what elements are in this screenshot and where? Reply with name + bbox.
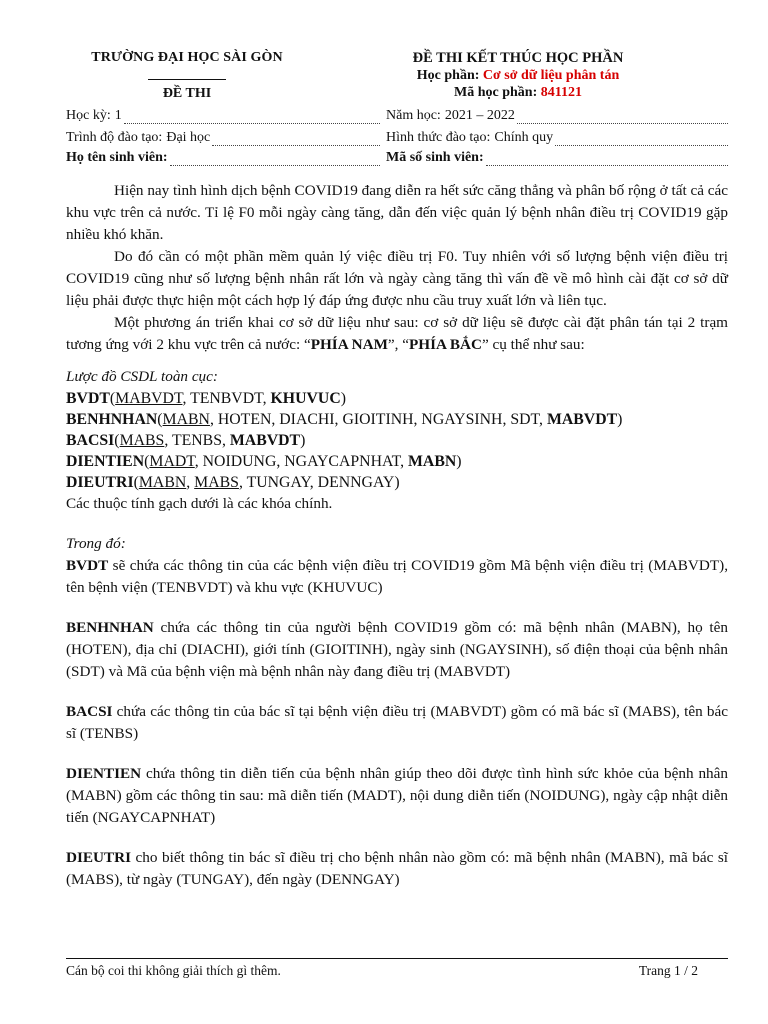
exam-title: ĐỀ THI KẾT THÚC HỌC PHẦN — [412, 50, 624, 66]
semester-field — [66, 108, 380, 124]
footer-rule — [66, 958, 728, 959]
student-id-field[interactable] — [386, 150, 728, 166]
page-number: Trang 1 / 2 — [638, 963, 698, 978]
exam-body — [66, 180, 728, 891]
schema-bacsi: BACSI(MABS, TENBS, MABVDT) — [66, 432, 306, 449]
schema-bvdt: BVDT(MABVDT, TENBVDT, KHUVUC) — [66, 390, 346, 407]
region-south: PHÍA NAM — [310, 336, 388, 353]
intro-paragraph-1: Hiện nay tình hình dịch bệnh COVID19 đang diễn ra hết sức căng thẳng và phân bố rộng ở tất cả các khu vực trên cả nước. Tỉ lệ F0 mỗi ngày càng tăng, dẫn đến việc quản lý bệnh nhân điều trị COVID19 gặp nhiều khó khăn. — [66, 182, 728, 243]
level-field — [66, 130, 380, 146]
course-code-label: Mã học phần: — [454, 85, 538, 100]
semester-dots — [124, 111, 380, 124]
year-label: Năm học: — [386, 108, 441, 123]
school-name: TRƯỜNG ĐẠI HỌC SÀI GÒN — [91, 50, 283, 65]
school-underline — [148, 79, 226, 80]
schema-note: Các thuộc tính gạch dưới là các khóa chính. — [66, 495, 333, 512]
mode-dots — [555, 133, 728, 146]
header-right — [382, 50, 654, 101]
schema-list — [66, 388, 728, 493]
course-code-value: 841121 — [540, 85, 582, 100]
footer-note: Cán bộ coi thi không giải thích gì thêm. — [66, 963, 281, 978]
semester-value: 1 — [114, 108, 122, 123]
course-code-line — [382, 84, 654, 101]
semester-label: Học kỳ: — [66, 108, 111, 123]
mode-value: Chính quy — [494, 130, 554, 145]
schema-dientien: DIENTIEN(MADT, NOIDUNG, NGAYCAPNHAT, MABN) — [66, 453, 462, 470]
schema-benhnhan: BENHNHAN(MABN, HOTEN, DIACHI, GIOITINH, NGAYSINH, SDT, MABVDT) — [66, 411, 623, 428]
desc-dieutri: DIEUTRI cho biết thông tin bác sĩ điều trị cho bệnh nhân nào gồm có: mã bệnh nhân (MABN), mã bác sĩ (MABS), từ ngày (TUNGAY), đến ngày (DENNGAY) — [66, 849, 728, 888]
header-left — [72, 50, 302, 102]
course-label: Học phần: — [416, 68, 480, 83]
mode-field — [386, 130, 728, 146]
description-heading: Trong đó: — [66, 535, 126, 552]
schema-heading: Lược đồ CSDL toàn cục: — [66, 368, 218, 385]
intro-paragraph-3: Một phương án triển khai cơ sở dữ liệu như sau: cơ sở dữ liệu sẽ được cài đặt phân tán tại 2 trạm tương ứng với 2 khu vực trên cả nước: “PHÍA NAM”, “PHÍA BẮC” cụ thể như sau: — [66, 314, 728, 353]
exam-kind: ĐỀ THI — [162, 86, 212, 101]
desc-bacsi: BACSI chứa các thông tin của bác sĩ tại bệnh viện điều trị (MABVDT) gồm có mã bác sĩ (MABS), tên bác sĩ (TENBS) — [66, 703, 728, 742]
desc-dientien: DIENTIEN chứa thông tin diễn tiến của bệnh nhân giúp theo dõi được tình hình sức khỏe của bệnh nhân (MABN) gồm các thông tin sau: mã diễn tiến (MADT), nội dung diễn tiến (NOIDUNG), ngày cập nhật diễn tiến (NGAYCAPNHAT) — [66, 765, 728, 826]
info-row-student — [66, 150, 728, 168]
student-name-label: Họ tên sinh viên: — [66, 150, 168, 165]
student-id-dots[interactable] — [486, 153, 728, 166]
year-field — [386, 108, 728, 124]
student-name-field[interactable] — [66, 150, 380, 166]
level-value: Đại học — [166, 130, 211, 145]
mode-label: Hình thức đào tạo: — [386, 130, 491, 145]
level-label: Trình độ đào tạo: — [66, 130, 163, 145]
desc-bvdt: BVDT sẽ chứa các thông tin của các bệnh viện điều trị COVID19 gồm Mã bệnh viện điều trị (MABVDT), tên bệnh viện (TENBVDT) và khu vực (KHUVUC) — [66, 557, 728, 596]
level-dots — [212, 133, 380, 146]
intro-paragraph-2: Do đó cần có một phần mềm quản lý việc điều trị F0. Tuy nhiên với số lượng bệnh viện điều trị COVID19 cũng như số lượng bệnh nhân rất lớn và ngày càng tăng thì vấn đề về mô hình cài đặt cơ sở dữ liệu phải được thực hiện một cách hợp lý đáp ứng được nhu cầu truy xuất lớn và liên tục. — [66, 248, 728, 309]
desc-benhnhan: BENHNHAN chứa các thông tin của người bệnh COVID19 gồm có: mã bệnh nhân (MABN), họ tên (HOTEN), địa chỉ (DIACHI), giới tính (GIOITINH), ngày sinh (NGAYSINH), số điện thoại của bệnh nhân (SDT) và Mã của bệnh viện mà bệnh nhân này đang điều trị (MABVDT) — [66, 619, 728, 680]
info-row-semester — [66, 108, 728, 126]
course-line — [382, 67, 654, 84]
student-id-label: Mã số sinh viên: — [386, 150, 484, 165]
schema-dieutri: DIEUTRI(MABN, MABS, TUNGAY, DENNGAY) — [66, 474, 400, 491]
region-north: PHÍA BẮC — [408, 336, 482, 353]
info-row-training — [66, 130, 728, 148]
year-dots — [517, 111, 728, 124]
course-value: Cơ sở dữ liệu phân tán — [482, 68, 620, 83]
student-name-dots[interactable] — [170, 153, 380, 166]
year-value: 2021 – 2022 — [444, 108, 515, 123]
